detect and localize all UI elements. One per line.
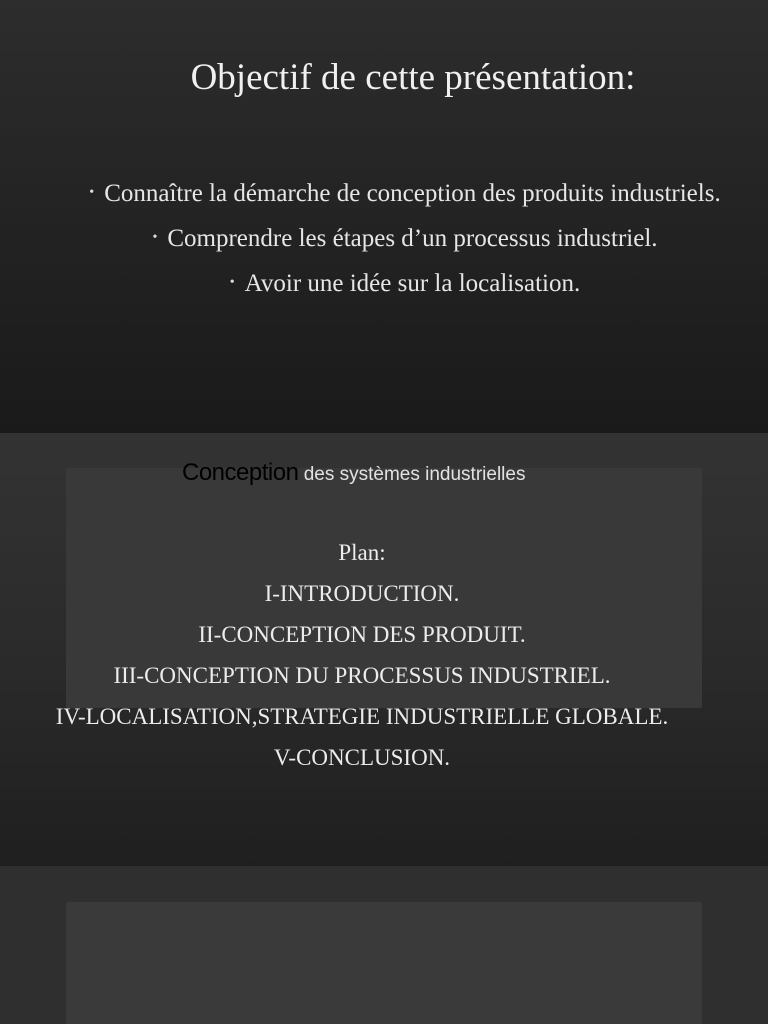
bullet-icon: • bbox=[152, 230, 158, 245]
heading-rest: des systèmes industrielles bbox=[298, 464, 526, 485]
plan-item: IV-LOCALISATION,STRATEGIE INDUSTRIELLE GLOBALE. bbox=[55, 704, 669, 729]
list-item bbox=[60, 266, 750, 301]
bullet-text: Comprendre les étapes d’un processus industriel. bbox=[167, 225, 658, 252]
bullet-text: Connaître la démarche de conception des produits industriels. bbox=[104, 180, 721, 207]
plan-item: II-CONCEPTION DES PRODUIT. bbox=[198, 622, 526, 647]
plan-label: Plan: bbox=[338, 540, 386, 565]
bullet-icon: • bbox=[89, 185, 95, 200]
content-placeholder bbox=[66, 902, 702, 1024]
bullet-text: Avoir une idée sur la localisation. bbox=[244, 270, 581, 297]
slide-heading bbox=[182, 459, 525, 487]
list-item bbox=[60, 221, 750, 256]
slide-title: Objectif de cette présentation: bbox=[190, 57, 636, 98]
slide-next bbox=[0, 866, 768, 1024]
bullet-icon: • bbox=[229, 275, 235, 290]
plan-list bbox=[40, 539, 684, 785]
plan-item: I-INTRODUCTION. bbox=[264, 581, 460, 606]
slide-plan bbox=[0, 433, 768, 866]
heading-emphasis: Conception bbox=[182, 459, 299, 486]
plan-item: III-CONCEPTION DU PROCESSUS INDUSTRIEL. bbox=[113, 663, 611, 688]
plan-item: V-CONCLUSION. bbox=[273, 745, 451, 770]
list-item bbox=[60, 176, 750, 211]
objectives-list bbox=[60, 176, 750, 311]
slide-objectives bbox=[0, 0, 768, 433]
